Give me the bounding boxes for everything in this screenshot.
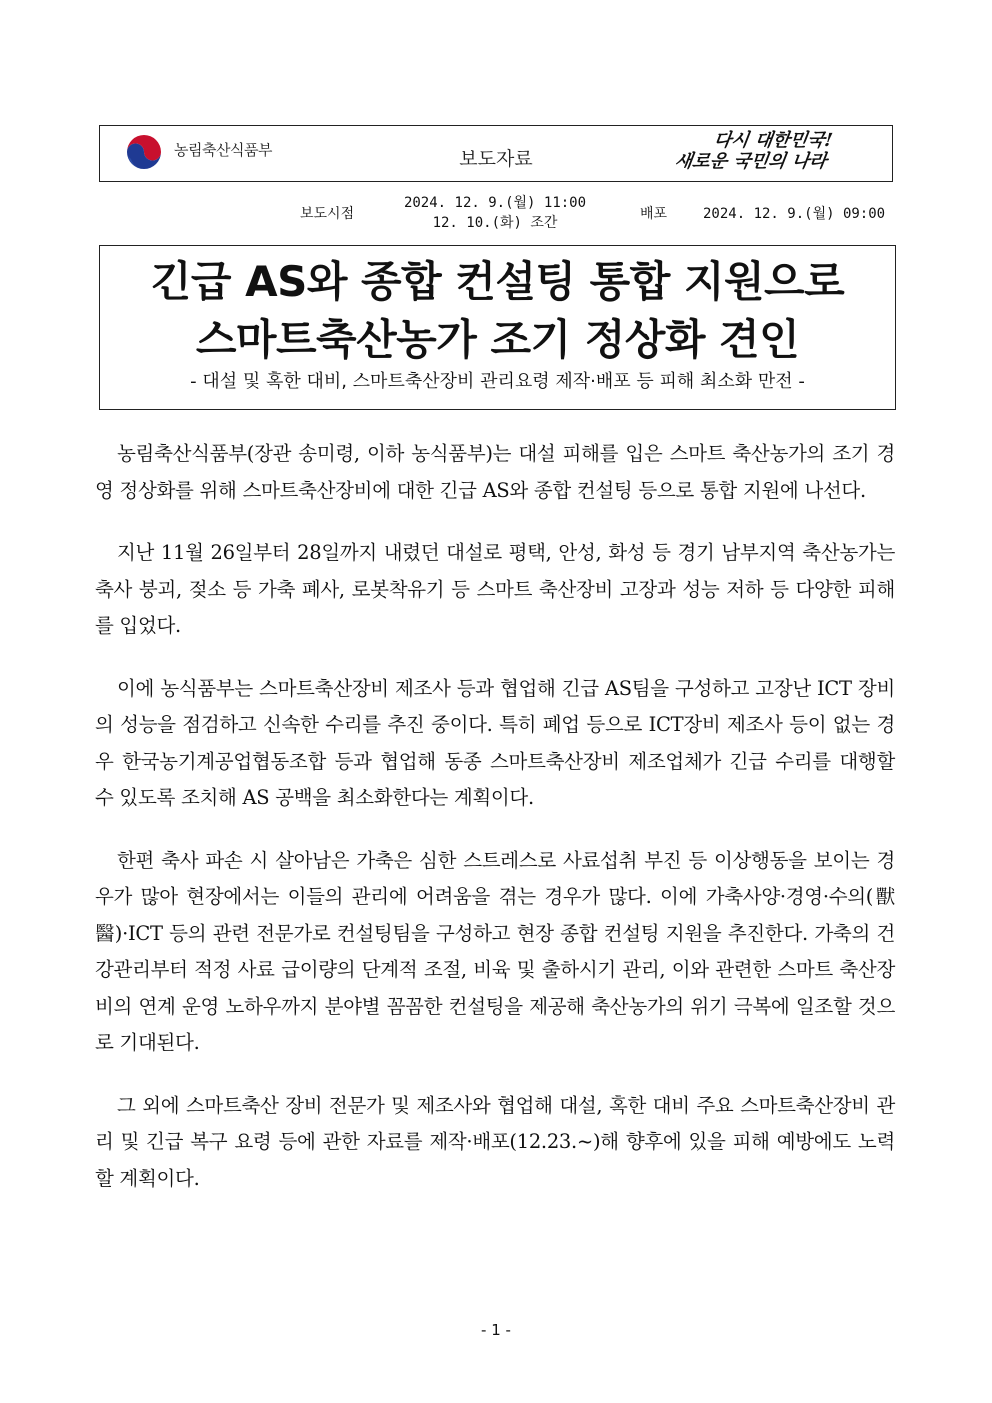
embargo-line-2: 12. 10.(화) 조간 bbox=[432, 215, 558, 231]
slogan bbox=[665, 130, 872, 178]
paragraph-3: 이에 농식품부는 스마트축산장비 제조사 등과 협업해 긴급 AS팀을 구성하고 고장난 ICT 장비의 성능을 점검하고 신속한 수리를 추진 중이다. 특히 폐업 등으로 ICT장비 제조사 등이 없는 경우 한국농기계공업협동조합 등과 협업해 동종 스마트축산장비 제조업체가 긴급 수리를 대행할 수 있도록 조치해 AS 공백을 최소화한다는 계획이다. bbox=[95, 676, 895, 809]
ministry-name: 농림축산식품부 bbox=[174, 141, 272, 159]
paragraph-1: 농림축산식품부(장관 송미령, 이하 농식품부)는 대설 피해를 입은 스마트 축산농가의 조기 경영 정상화를 위해 스마트축산장비에 대한 긴급 AS와 종합 컨설팅 등으로 통합 지원에 나선다. bbox=[95, 442, 895, 502]
embargo-label: 보도시점 bbox=[300, 206, 355, 222]
page-number: - 1 - bbox=[481, 1321, 511, 1339]
paragraph-4: 한편 축사 파손 시 살아남은 가축은 심한 스트레스로 사료섭취 부진 등 이상행동을 보이는 경우가 많아 현장에서는 이들의 관리에 어려움을 겪는 경우가 많다. 이에 가축사양·경영·수의(獸醫)·ICT 등의 관련 전문가로 컨설팅팀을 구성하고 현장 종합 컨설팅 지원을 추진한다. 가축의 건강관리부터 적정 사료 급이량의 단계적 조절, 비육 및 출하시기 관리, 이와 관련한 스마트 축산장비의 연계 운영 노하우까지 분야별 꼼꼼한 컨설팅을 제공해 축산농가의 위기 극복에 일조할 것으로 기대된다. bbox=[95, 848, 895, 1054]
distribution-label: 배포 bbox=[640, 206, 668, 222]
subtitle: - 대설 및 혹한 대비, 스마트축산장비 관리요령 제작·배포 등 피해 최소화 만전 - bbox=[190, 371, 805, 392]
paragraph-5: 그 외에 스마트축산 장비 전문가 및 제조사와 협업해 대설, 혹한 대비 주요 스마트축산장비 관리 및 긴급 복구 요령 등에 관한 자료를 제작·배포(12.23.~)해 향후에 있을 피해 예방에도 노력할 계획이다. bbox=[95, 1093, 895, 1190]
article-body bbox=[95, 436, 895, 1223]
slogan-line-1: 다시 대한민국! bbox=[712, 130, 834, 151]
headline-line-2: 스마트축산농가 조기 정상화 견인 bbox=[195, 315, 800, 364]
paragraph-2: 지난 11월 26일부터 28일까지 내렸던 대설로 평택, 안성, 화성 등 경기 남부지역 축산농가는 축사 붕괴, 젖소 등 가축 폐사, 로봇착유기 등 스마트 축산장비 고장과 성능 저하 등 다양한 피해를 입었다. bbox=[95, 541, 895, 637]
title-box bbox=[99, 245, 896, 410]
embargo-time bbox=[380, 193, 610, 233]
distribution-time: 2024. 12. 9.(월) 09:00 bbox=[703, 206, 886, 222]
slogan-line-2: 새로운 국민의 나라 bbox=[673, 151, 829, 172]
header-box bbox=[99, 125, 893, 182]
embargo-line-1: 2024. 12. 9.(월) 11:00 bbox=[403, 195, 587, 211]
headline-line-1: 긴급 AS와 종합 컨설팅 통합 지원으로 bbox=[150, 257, 845, 306]
document-type: 보도자료 bbox=[459, 148, 533, 170]
